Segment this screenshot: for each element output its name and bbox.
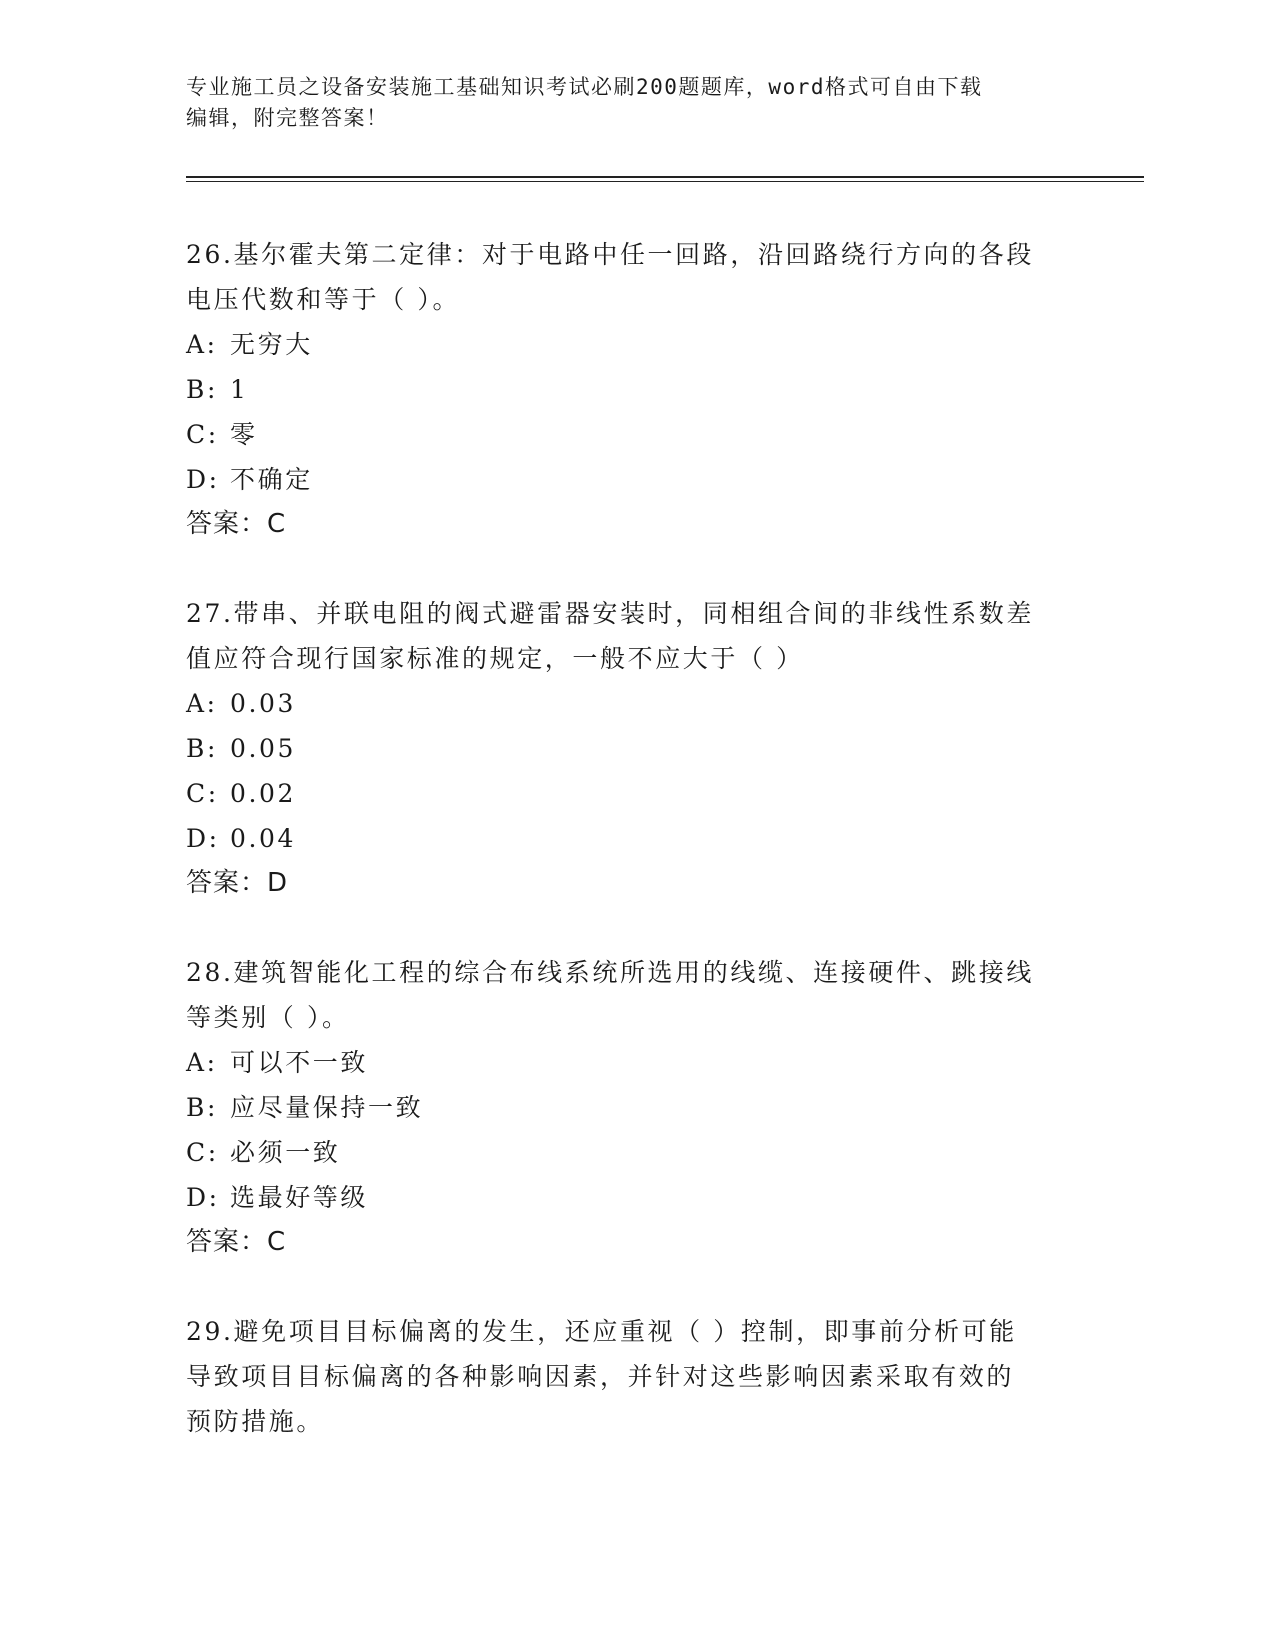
question-stem-line: 29.避免项目目标偏离的发生，还应重视（ ）控制，即事前分析可能 — [186, 1317, 1017, 1346]
option-key: B: — [186, 1093, 218, 1122]
option-key: C: — [186, 779, 219, 808]
option-text: 可以不一致 — [230, 1048, 369, 1077]
option-a — [186, 1040, 1086, 1085]
question-stem-line: 预防措施。 — [186, 1407, 325, 1436]
option-key: D: — [186, 465, 220, 494]
question-stem-line: 27.带串、并联电阻的阀式避雷器安装时，同相组合间的非线性系数差 — [186, 599, 1034, 628]
question-27 — [186, 591, 1086, 906]
option-text: 0.03 — [230, 689, 297, 718]
document-header — [186, 72, 1086, 134]
answer-line: 答案：D — [186, 868, 289, 898]
option-text: 0.05 — [230, 734, 297, 763]
question-26 — [186, 232, 1086, 547]
option-text: 必须一致 — [230, 1138, 341, 1167]
option-key: B: — [186, 375, 218, 404]
question-stem-line: 28.建筑智能化工程的综合布线系统所选用的线缆、连接硬件、跳接线 — [186, 958, 1034, 987]
option-text: 零 — [230, 420, 258, 449]
question-29 — [186, 1309, 1086, 1444]
option-d — [186, 816, 1086, 861]
option-key: A: — [186, 689, 218, 718]
option-key: C: — [186, 420, 219, 449]
option-text: 选最好等级 — [230, 1183, 369, 1212]
header-divider — [186, 176, 1144, 182]
option-a — [186, 322, 1086, 367]
answer-line: 答案：C — [186, 509, 287, 539]
header-line-1: 专业施工员之设备安装施工基础知识考试必刷200题题库，word格式可自由下载 — [186, 75, 983, 99]
option-c — [186, 1130, 1086, 1175]
option-text: 不确定 — [230, 465, 313, 494]
question-list — [186, 232, 1086, 1488]
question-stem-line: 电压代数和等于（ ）。 — [186, 285, 461, 314]
option-key: D: — [186, 824, 220, 853]
option-key: C: — [186, 1138, 219, 1167]
question-stem-line: 导致项目目标偏离的各种影响因素，并针对这些影响因素采取有效的 — [186, 1362, 1015, 1391]
option-d — [186, 457, 1086, 502]
header-line-2: 编辑，附完整答案！ — [186, 106, 389, 130]
option-c — [186, 412, 1086, 457]
option-text: 应尽量保持一致 — [230, 1093, 424, 1122]
option-c — [186, 771, 1086, 816]
question-28 — [186, 950, 1086, 1265]
option-b — [186, 367, 1086, 412]
question-stem-line: 值应符合现行国家标准的规定，一般不应大于（ ） — [186, 644, 804, 673]
option-b — [186, 1085, 1086, 1130]
option-d — [186, 1175, 1086, 1220]
option-text: 无穷大 — [230, 330, 313, 359]
option-key: A: — [186, 1048, 218, 1077]
option-key: A: — [186, 330, 218, 359]
option-b — [186, 726, 1086, 771]
question-stem-line: 等类别（ ）。 — [186, 1003, 350, 1032]
option-text: 0.04 — [230, 824, 297, 853]
option-text: 1 — [230, 375, 249, 404]
question-stem-line: 26.基尔霍夫第二定律：对于电路中任一回路，沿回路绕行方向的各段 — [186, 240, 1034, 269]
option-key: B: — [186, 734, 218, 763]
answer-line: 答案：C — [186, 1227, 287, 1257]
option-a — [186, 681, 1086, 726]
option-key: D: — [186, 1183, 220, 1212]
option-text: 0.02 — [230, 779, 297, 808]
